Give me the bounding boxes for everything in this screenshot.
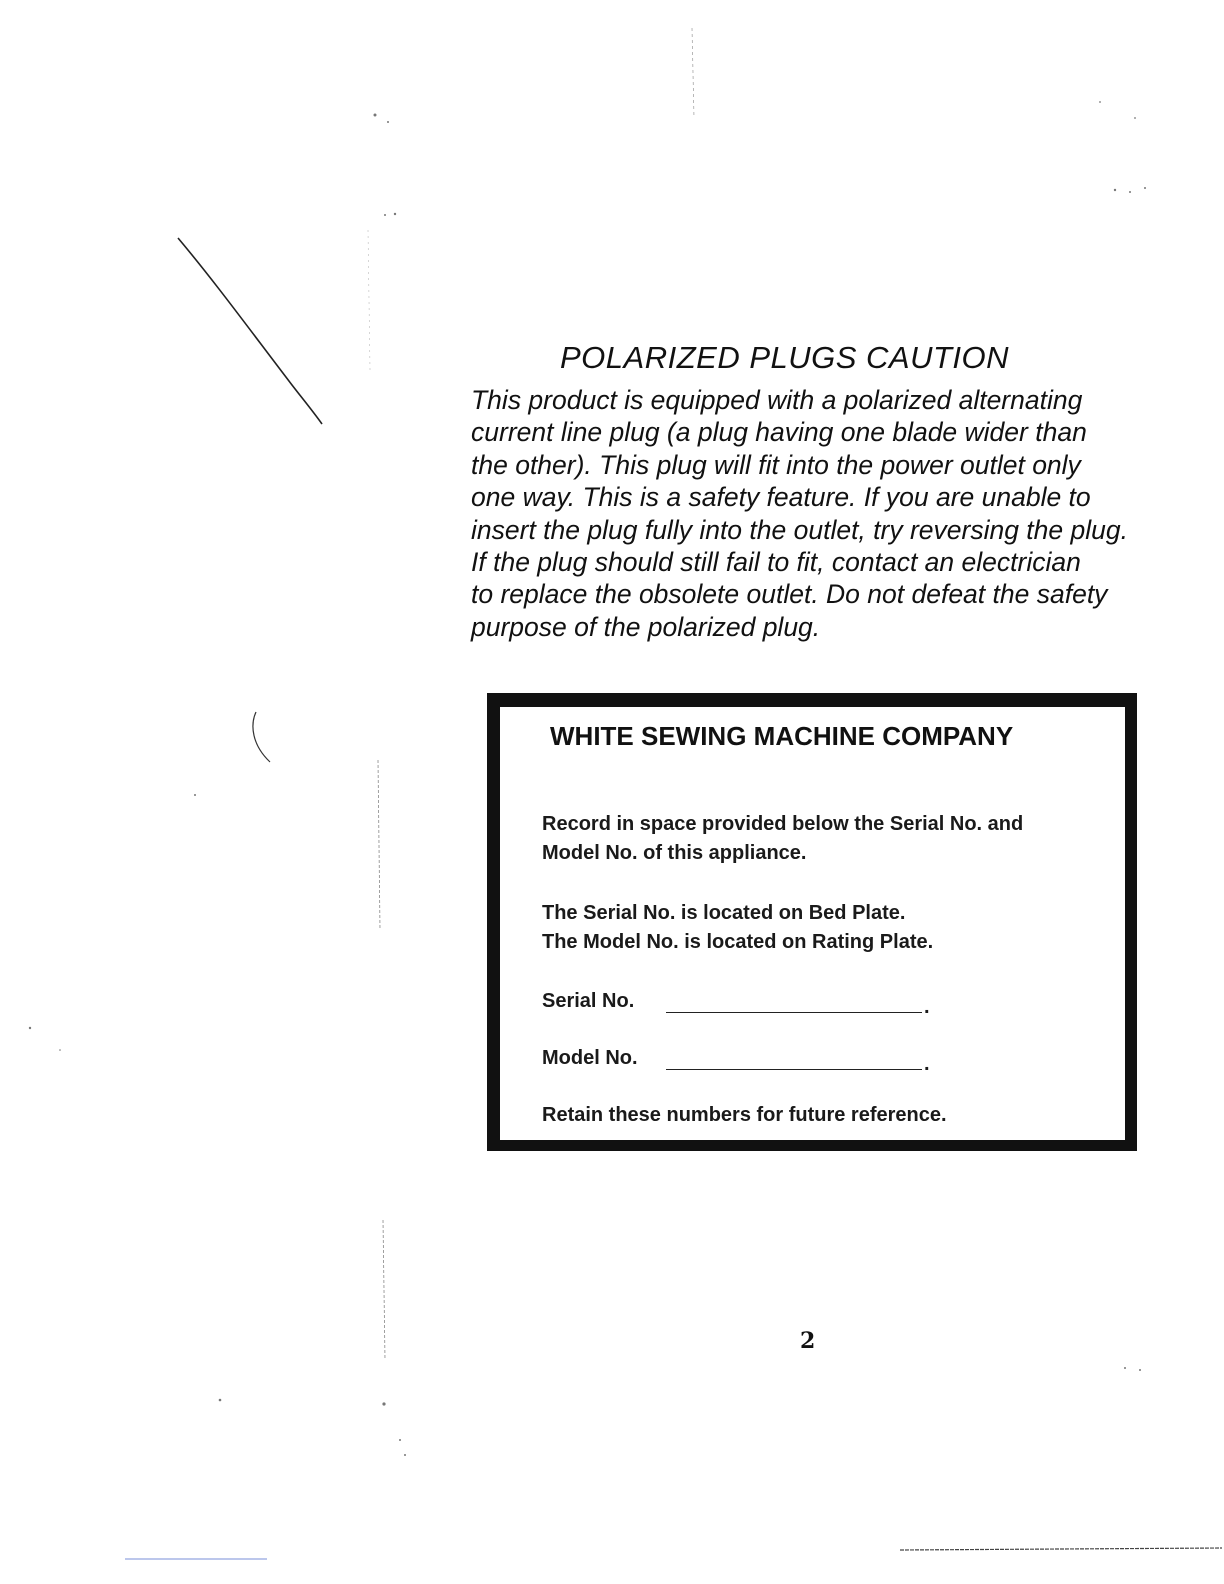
caution-title: POLARIZED PLUGS CAUTION <box>560 340 1010 375</box>
scan-vertical-line <box>378 760 380 930</box>
caution-line: insert the plug fully into the outlet, try reversing the plug. <box>471 514 1128 545</box>
model-number-row <box>542 1047 930 1075</box>
serial-number-blank[interactable] <box>666 1012 922 1013</box>
model-number-label: Model No. <box>542 1047 638 1069</box>
serial-record-box <box>487 693 1137 1151</box>
plate-locations <box>542 899 933 957</box>
caution-line: If the plug should still fail to fit, contact an electrician <box>471 547 1081 578</box>
location-line: The Model No. is located on Rating Plate. <box>542 931 934 953</box>
scan-vertical-line <box>383 1220 385 1360</box>
caution-line: the other). This plug will fit into the power outlet only <box>471 449 1081 480</box>
instruction-line: Record in space provided below the Serial No. and <box>542 813 1024 835</box>
serial-number-row <box>542 990 930 1018</box>
scan-curve-stroke <box>178 238 322 424</box>
retain-note <box>542 1101 947 1130</box>
record-instructions <box>542 810 1023 868</box>
scan-vertical-line <box>692 28 694 118</box>
model-number-blank[interactable] <box>666 1069 922 1070</box>
scan-small-curve <box>253 712 270 762</box>
serial-number-blank-end: . <box>924 996 930 1018</box>
caution-line: This product is equipped with a polarized alternating <box>471 385 1083 415</box>
caution-body <box>471 384 1151 643</box>
scan-bottom-line <box>900 1548 1222 1550</box>
page-number: 2 <box>800 1328 816 1354</box>
serial-number-label: Serial No. <box>542 990 635 1012</box>
model-number-blank-end: . <box>924 1053 930 1075</box>
location-line: The Serial No. is located on Bed Plate. <box>542 902 906 924</box>
caution-line: current line plug (a plug having one blade wider than <box>471 417 1087 448</box>
caution-line: to replace the obsolete outlet. Do not defeat the safety <box>471 579 1108 610</box>
scan-vertical-line <box>368 230 370 370</box>
company-name: WHITE SEWING MACHINE COMPANY <box>550 721 1014 751</box>
instruction-line: Model No. of this appliance. <box>542 842 807 864</box>
caution-line: purpose of the polarized plug. <box>471 611 821 642</box>
retain-note-text: Retain these numbers for future reference. <box>542 1104 947 1126</box>
caution-line: one way. This is a safety feature. If you are unable to <box>471 482 1091 513</box>
